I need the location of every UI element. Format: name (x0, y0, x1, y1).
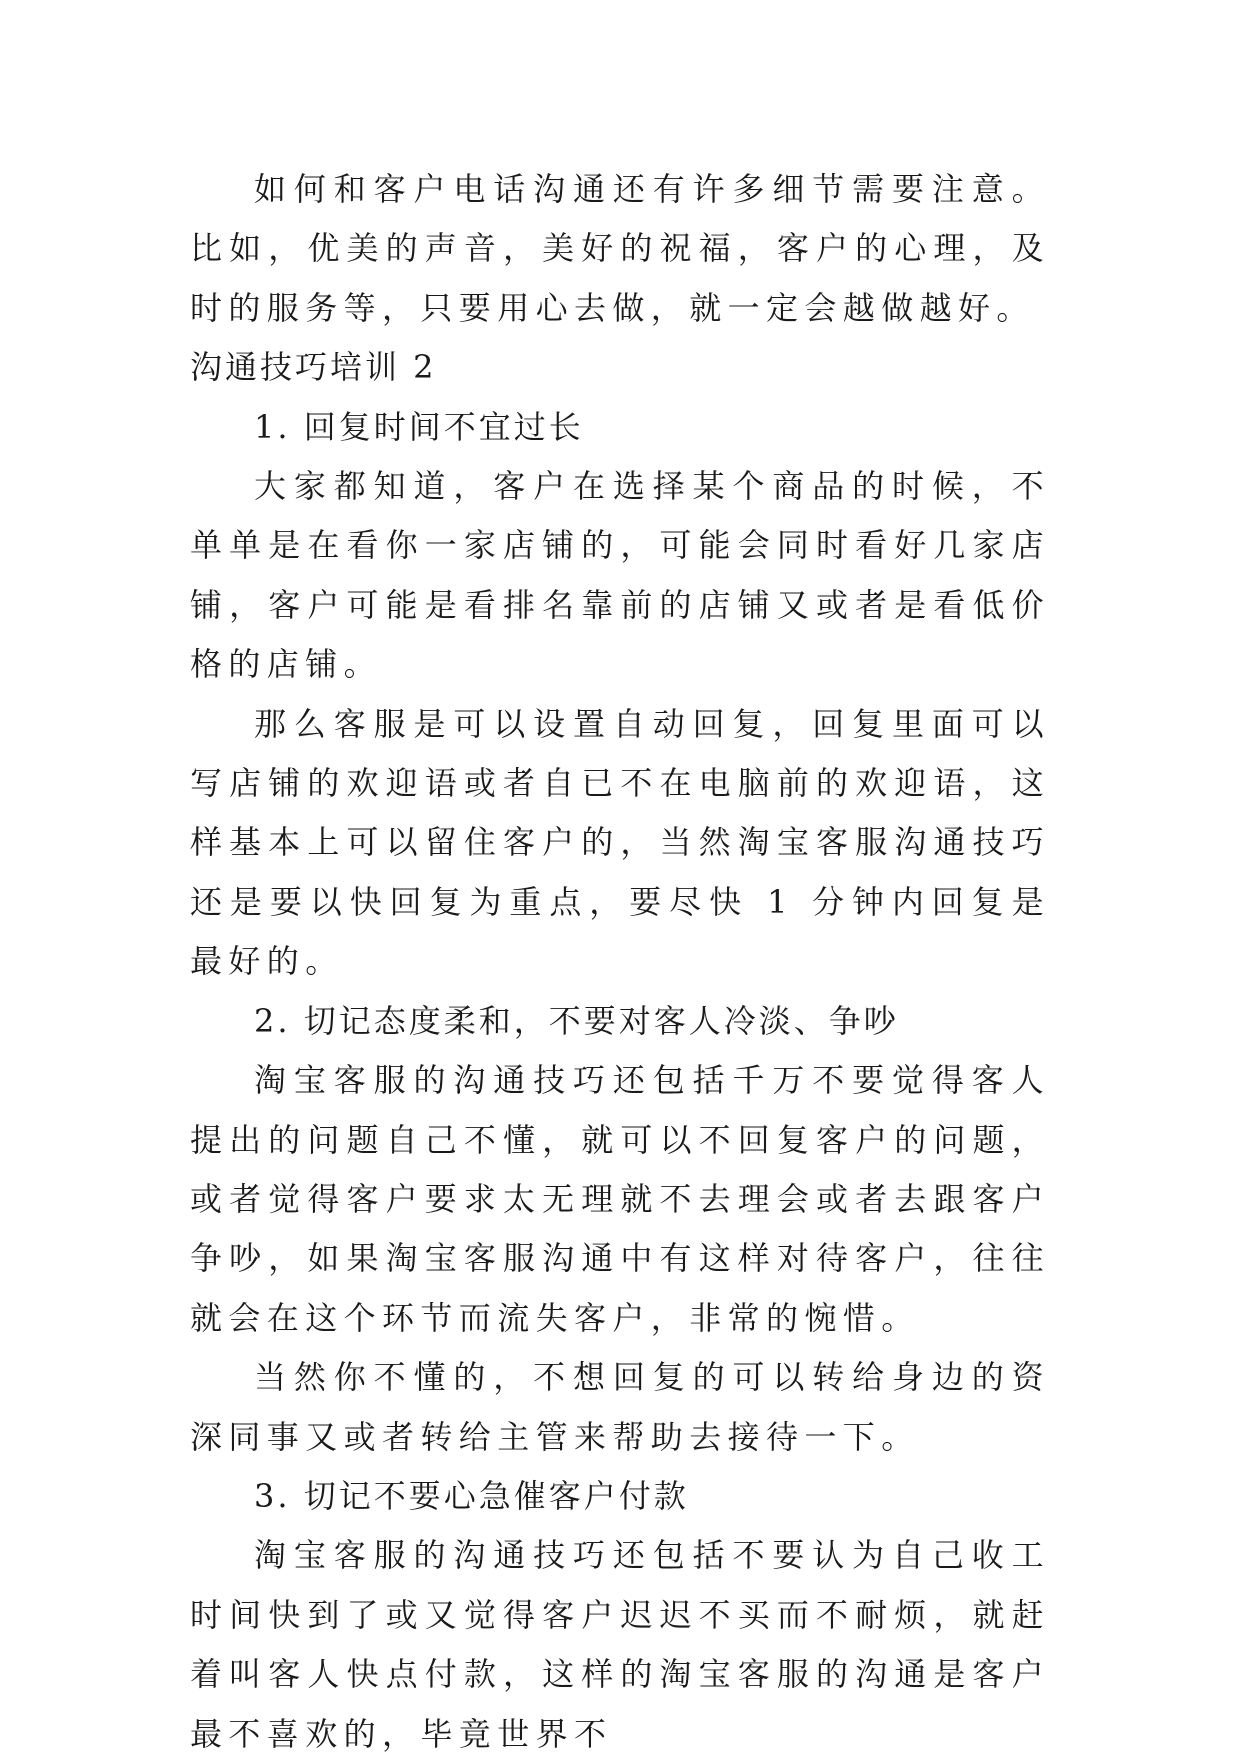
paragraph-2b: 当然你不懂的，不想回复的可以转给身边的资深同事又或者转给主管来帮助去接待一下。 (190, 1358, 1050, 1456)
paragraph-2a: 淘宝客服的沟通技巧还包括千万不要觉得客人提出的问题自己不懂，就可以不回复客户的问题，或者觉得客户要求太无理就不去理会或者去跟客户争吵，如果淘宝客服沟通中有这样对待客户，往往就会在这个环节而流失客户，非常的惋惜。 (190, 1061, 1050, 1337)
paragraph-1a: 大家都知道，客户在选择某个商品的时候，不单单是在看你一家店铺的，可能会同时看好几家店铺，客户可能是看排名靠前的店铺又或者是看低价格的店铺。 (190, 467, 1050, 684)
paragraph-3a: 淘宝客服的沟通技巧还包括不要认为自己收工时间快到了或又觉得客户迟迟不买而不耐烦，就赶着叫客人快点付款，这样的淘宝客服的沟通是客户最不喜欢的，毕竟世界不 (190, 1536, 1050, 1753)
subheading-3: 3. 切记不要心急催客户付款 (254, 1476, 689, 1515)
subheading-2: 2. 切记态度柔和，不要对客人冷淡、争吵 (254, 1001, 899, 1040)
subheading-1: 1. 回复时间不宜过长 (254, 407, 584, 446)
document-body (190, 160, 1050, 1764)
paragraph-1b: 那么客服是可以设置自动回复，回复里面可以写店铺的欢迎语或者自已不在电脑前的欢迎语，这样基本上可以留住客户的，当然淘宝客服沟通技巧还是要以快回复为重点，要尽快 1 分钟内回复是最好的。 (190, 704, 1050, 981)
section-title: 沟通技巧培训 2 (190, 348, 437, 387)
paragraph-intro-summary: 如何和客户电话沟通还有许多细节需要注意。比如，优美的声音，美好的祝福，客户的心理，及时的服务等，只要用心去做，就一定会越做越好。 (190, 170, 1050, 327)
